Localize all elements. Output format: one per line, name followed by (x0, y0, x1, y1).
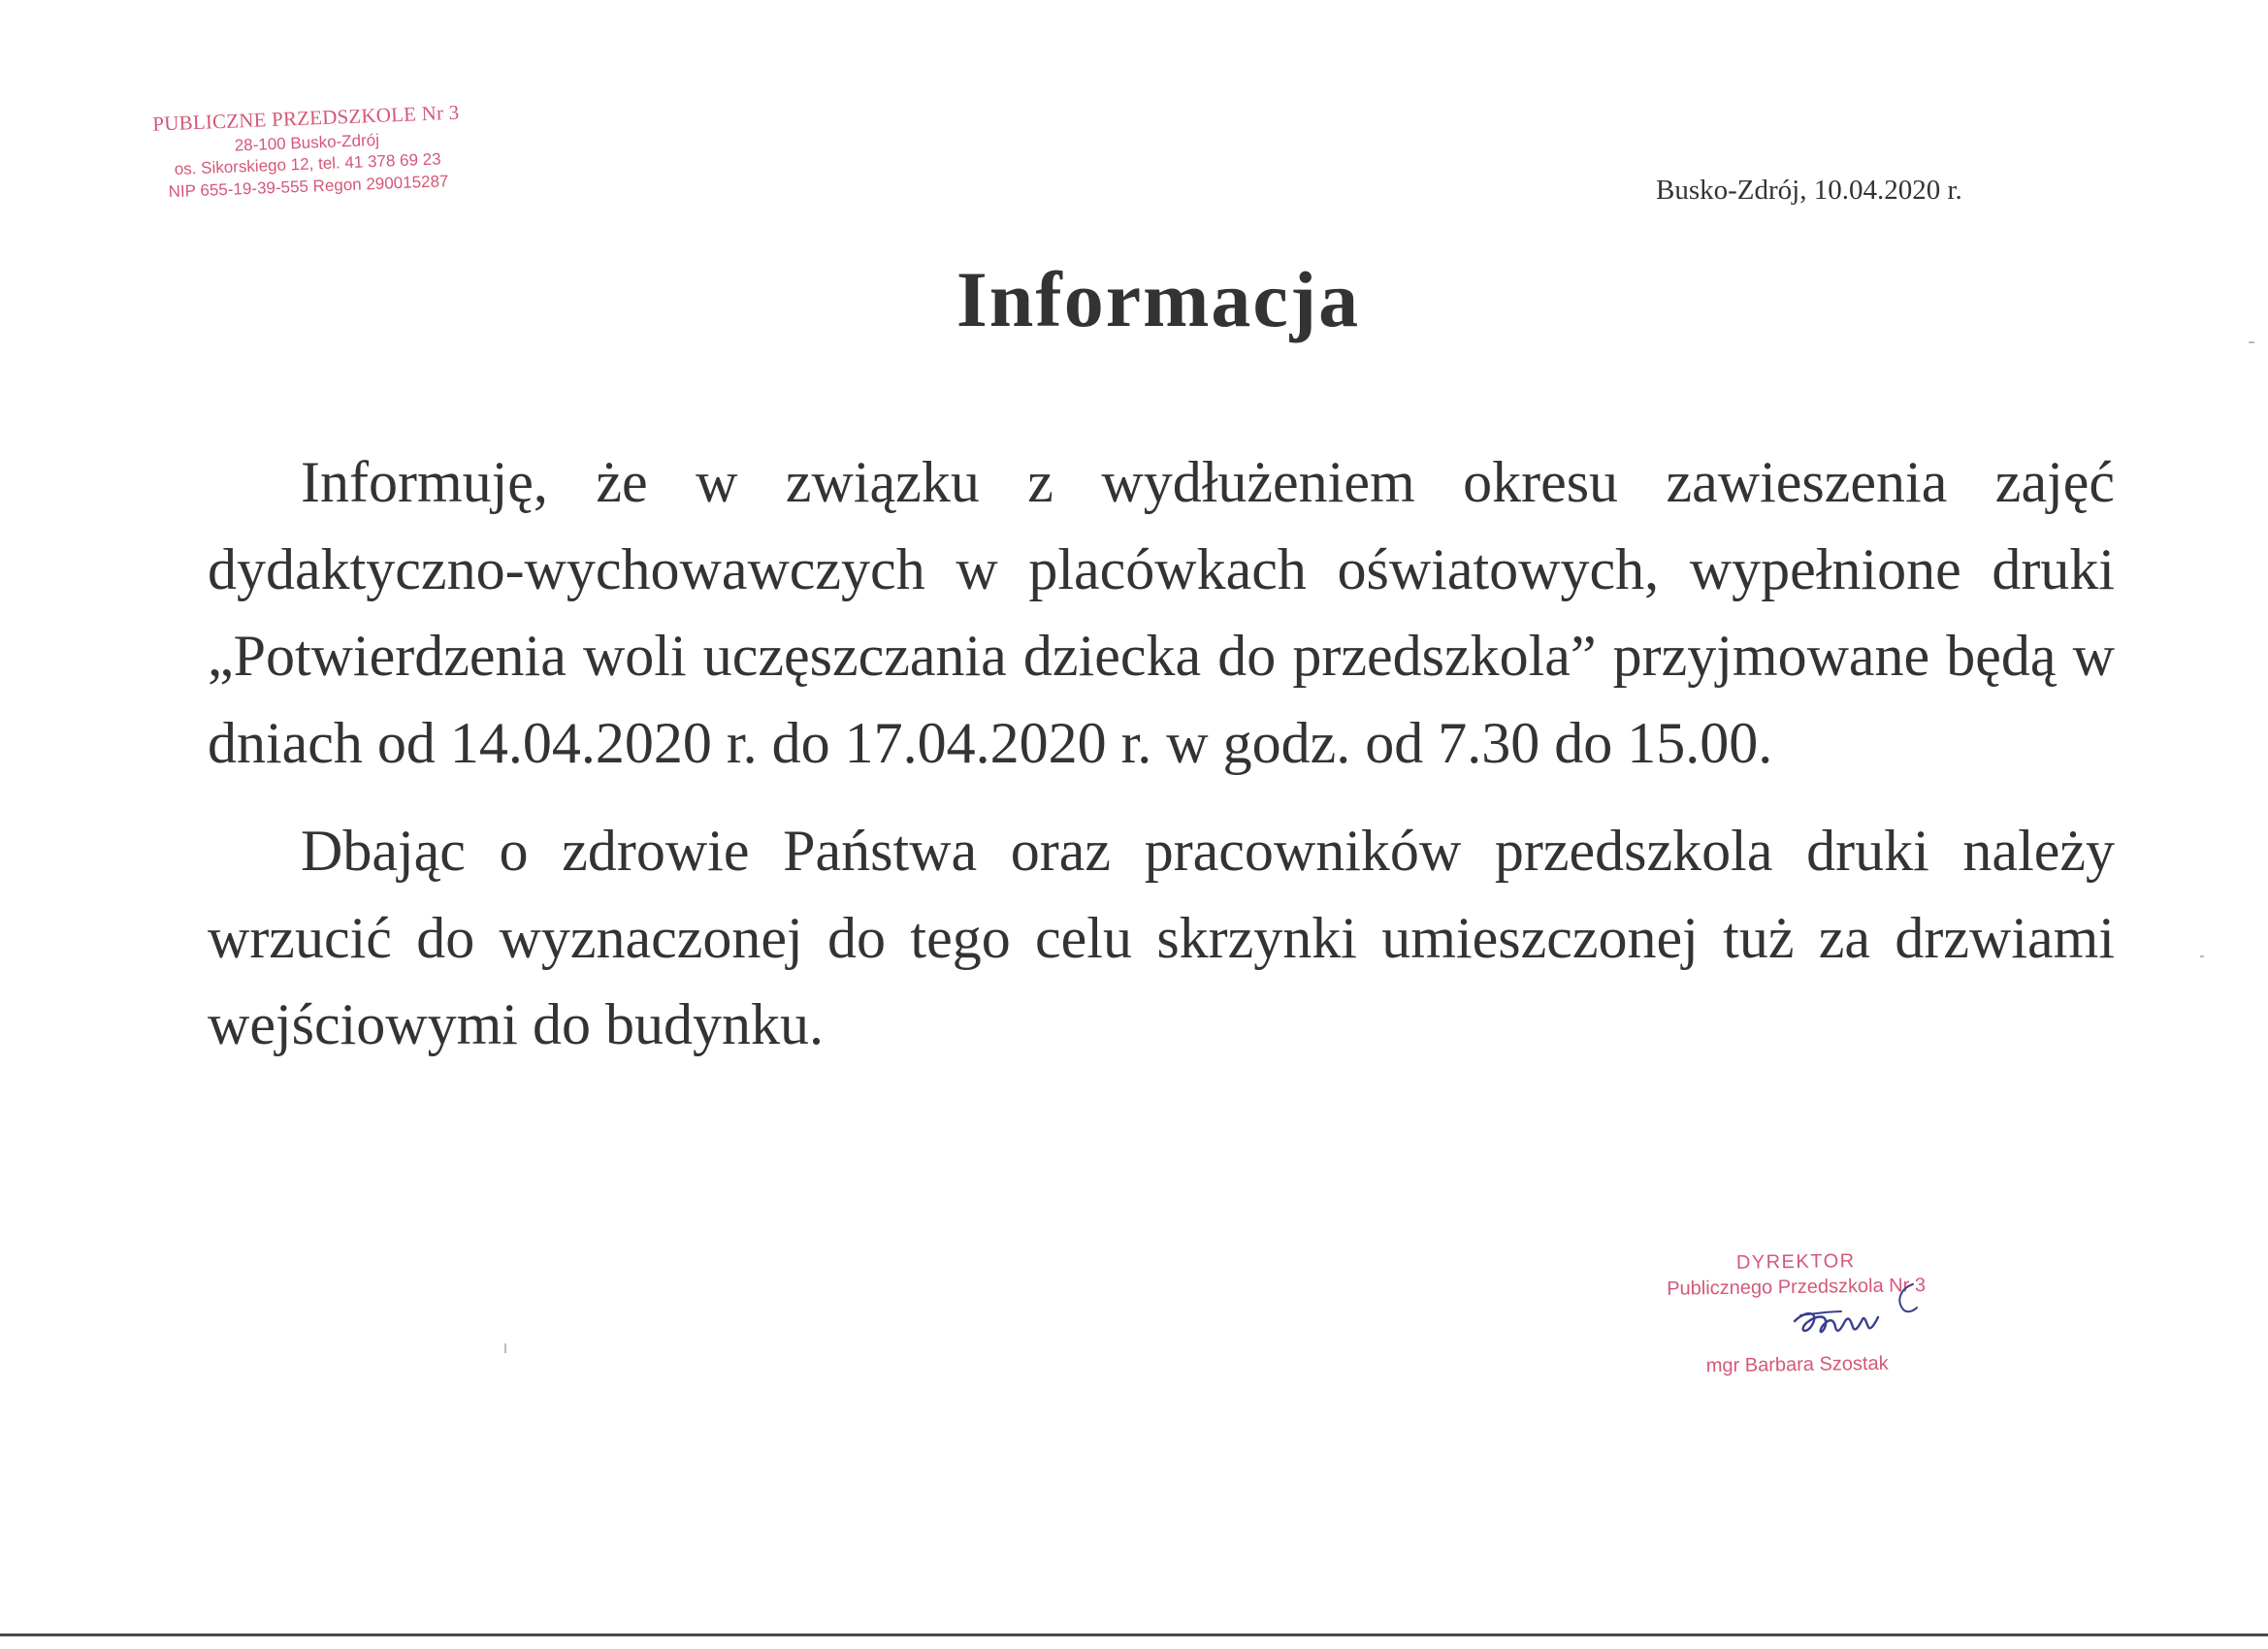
stamp-institution-name: PUBLICZNE PRZEDSZKOLE Nr 3 (151, 100, 460, 136)
scan-speck (2200, 955, 2204, 957)
stamp-director-title: DYREKTOR (1735, 1250, 1856, 1274)
paragraph-2: Dbając o zdrowie Państwa oraz pracowników przedszkola druki należy wrzucić do wyznaczonej do tego celu skrzynki umieszczonej tuż za drzwiami wejściowymi do budynku. (208, 819, 2115, 1056)
scan-speck (504, 1343, 506, 1353)
document-title: Informacja (956, 255, 1361, 343)
scan-edge-line (0, 1633, 2268, 1636)
handwritten-signature (1777, 1271, 1952, 1358)
stamp-street-phone: os. Sikorskiego 12, tel. 41 378 69 23 (174, 149, 441, 179)
document-body (208, 439, 2115, 1069)
scan-speck (2249, 341, 2254, 343)
stamp-tax-ids: NIP 655-19-39-555 Regon 290015287 (168, 171, 449, 201)
stamp-director-name: mgr Barbara Szostak (1705, 1352, 1889, 1377)
stamp-director-institution: Publicznego Przedszkola Nr 3 (1667, 1275, 1927, 1300)
institution-stamp (121, 98, 493, 205)
stamp-address: 28-100 Busko-Zdrój (234, 130, 380, 155)
document-date: Busko-Zdrój, 10.04.2020 r. (1656, 175, 1962, 206)
paragraph-1: Informuję, że w związku z wydłużeniem okresu zawieszenia zajęć dydaktyczno-wychowawczych w placówkach oświatowych, wypełnione druki „Potwierdzenia woli uczęszczania dziecka do przedszkola” przyjmowane będą w dniach od 14.04.2020 r. do 17.04.2020 r. w godz. od 7.30 do 15.00. (208, 450, 2115, 775)
